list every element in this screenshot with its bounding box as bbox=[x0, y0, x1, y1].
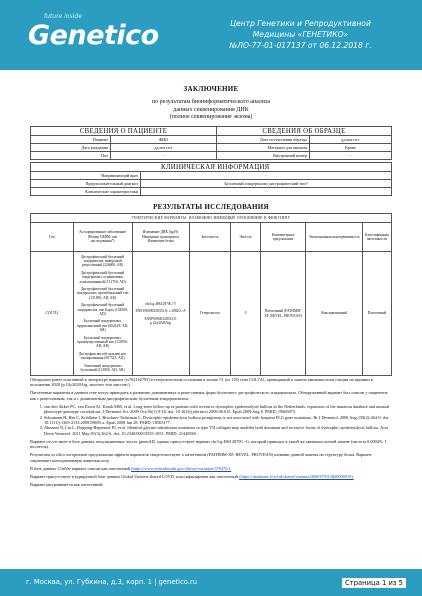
page-number: Страница 1 из 5 bbox=[342, 578, 406, 588]
patient-name-label: Пациент bbox=[31, 136, 111, 144]
patient-heading: СВЕДЕНИЯ О ПАЦИЕНТЕ bbox=[31, 127, 217, 136]
center-name-line2: Медицины «ГЕНЕТИКО» bbox=[252, 30, 349, 39]
subtitle-line2: данных секвенирования ДНК bbox=[173, 106, 249, 113]
col-conservation: Эволюционная консервативность bbox=[306, 223, 363, 252]
col-gene: Ген bbox=[31, 223, 74, 252]
sample-material-label: Материал для анализа bbox=[217, 144, 310, 152]
sample-date-label: Дата поступления образца bbox=[217, 136, 310, 144]
disease-item: Буллезный эпидермолиз, пруригинозный тип (604129; AD; AR) bbox=[76, 319, 129, 333]
prediction-cell: Патогенный (FATHMM-XF, REVEL, PROVEAN) bbox=[260, 252, 305, 376]
reference-item: 3. Almaani N, Liu L, Dopping-Hepenstal PJ, et al. Identical glycine substitution mutations in type VII collagen may underlie both dominant and recessive forms of dystrophic epidermolysis bullosa. Acta Derm Venereol. 2011 May;91(3):262-6. doi: 10.2340/00015555-1053. PMID: 21448560. bbox=[44, 425, 392, 436]
page-header bbox=[0, 0, 422, 70]
patient-sex-value: - bbox=[111, 152, 217, 160]
sample-id-value: - bbox=[310, 152, 392, 160]
reference-list bbox=[30, 404, 392, 436]
insilico-paragraph: Результаты in silico алгоритмов предсказания эффекта вариантов свидетельствуют о патогенном (FATHMM-XF, REVEL, PROVEAN) влиянии данной замены на структуру белка. Вариант затрагивает консервативную аминокислоту. bbox=[30, 452, 372, 463]
patient-sex-label: Пол bbox=[31, 152, 111, 160]
license-number: №ЛО-77-01-017137 от 06.12.2018 г. bbox=[229, 41, 372, 50]
disease-item: Дистрофический буллезный эпидермолиз, тип Барта (132000; AD) bbox=[77, 303, 128, 316]
clinical-heading: КЛИНИЧЕСКАЯ ИНФОРМАЦИЯ bbox=[31, 163, 392, 172]
reference-item: 1. van den Akker PC, van Essen AJ, Kraak MM, et al. Long-term follow-up of patients with recessive dystrophic epidermolysis bullosa in the Netherlands: expansion of the mutation database and unusual phenotype-genotype correlations. J Dermatol Sci. 2009 Oct;56(1):9-18. doi: 10.1016/j.jdermsci.2009.06.015. Epub 2009 Aug 8. PMID: 19665875. bbox=[44, 404, 392, 415]
col-disease: Ассоциированное заболевание (Номер OMIM, тип наследования*) bbox=[73, 223, 132, 252]
zygosity-cell: Гетерозигота bbox=[189, 252, 230, 376]
lovd-paragraph bbox=[30, 474, 392, 479]
col-classification: Классификация патогенности bbox=[363, 223, 392, 252]
disease-cell bbox=[73, 252, 132, 376]
table-row bbox=[31, 252, 392, 376]
logo-tagline: future inside bbox=[44, 13, 82, 20]
protein-change: ENSP00000328333.8: p.Gly2028Arg bbox=[144, 316, 177, 325]
patient-dob-value: дд.мм.гггг bbox=[111, 144, 217, 152]
patient-name-value: ФИО bbox=[111, 136, 217, 144]
clinical-features-label: Клинические характеристики bbox=[31, 188, 141, 196]
variants-heading: ГЕНЕТИЧЕСКИЕ ВАРИАНТЫ, ВОЗМОЖНО ИМЕЮЩИЕ ОТНОШЕНИЕ К ФЕНОТИПУ bbox=[31, 214, 392, 223]
center-name-line1: Центр Генетики и Репродуктивной bbox=[230, 19, 371, 28]
doctor-value: - bbox=[141, 172, 392, 180]
subtitle-line1: по результатам биоинформатического анализа bbox=[151, 99, 271, 105]
sample-id-label: Внутренний номер bbox=[217, 152, 310, 160]
diagnosis-value: Буллезный эпидермолиз дистрофический тип? bbox=[141, 180, 392, 188]
lovd-link[interactable]: (https://databases.lovd.nl/shared/variants/0000379512#00000019). bbox=[239, 473, 354, 479]
dna-change-cell bbox=[132, 252, 189, 376]
gene-cell: COL7A1 bbox=[31, 252, 74, 376]
disease-item: Буллезный эпидермолиз, преимущественный тип (131850; AD; AR) bbox=[77, 335, 128, 349]
transcript-change: ENST00000328333.8: c.3082G>A bbox=[135, 309, 186, 314]
disease-item: Дистрофический буллезный эпидермолиз, ограниченно локализованный (131750; AD) bbox=[79, 270, 126, 284]
document-subtitle bbox=[0, 99, 422, 122]
disease-item: Дистрофический буллезный эпидермолиз, инверсный рецессивный (226600; AR) bbox=[80, 254, 125, 268]
conclusion-paragraph: Вариант расценивается как патогенный. bbox=[30, 481, 104, 487]
clinvar-text: В базе данных ClinVar вариант описан как патогенный bbox=[30, 465, 130, 471]
clinvar-link[interactable]: (https://www.ncbi.nlm.nih.gov/clinvar/variation/379476/). bbox=[131, 465, 232, 471]
sample-material-value: Кровь bbox=[310, 144, 392, 152]
classification-cell: Патогенный bbox=[363, 252, 392, 376]
frequency-cell: 0 bbox=[231, 252, 261, 376]
results-title: РЕЗУЛЬТАТЫ ИССЛЕДОВАНИЯ bbox=[153, 203, 269, 211]
sample-date-value: дд.мм.гггг bbox=[310, 136, 392, 144]
finding-paragraph: Обнаружен ранее описанный в литературе вариант (rs762162793) в гетерозиготном состоянии в экзоне 51 (из 118) гена COL7A1, приводящий к замене аминокислоты глицин на аргинин в положении 2028 (p.Gly2028Arg, миссенс тип миссенс). bbox=[30, 377, 373, 388]
genetico-logo: Genetico bbox=[28, 20, 159, 51]
diagnosis-label: Предположительный диагноз bbox=[31, 180, 141, 188]
disease-item: Дистрофический буллезный эпидермолиз, претибиальный тип (131850; AD; AR) bbox=[76, 286, 129, 300]
conservation-cell: Консервативный bbox=[306, 252, 363, 376]
document-title: ЗАКЛЮЧЕНИЕ bbox=[183, 85, 239, 93]
literature-paragraph: Патогенные варианты в данном гене могут приводить к развитию доминантных и рецессивных форм буллезного дистрофического эпидермолиза. Обнаруженный вариант был описан у пациентов как с рецессивным, так и с доминантным дистрофическим буллезным эпидермолизом: bbox=[30, 390, 388, 401]
dna-change: chr3:g.48612870C>T bbox=[145, 301, 177, 306]
lovd-text: Вариант присутствует в курируемой базе данных Global Variome shared LOVD, классифицирован как патогенный bbox=[30, 473, 239, 479]
col-frequency: Частота bbox=[231, 223, 261, 252]
footer-address: г. Москва, ул. Губкина, д.3, корп. 1 | genetico.ru bbox=[26, 578, 198, 586]
clinical-table bbox=[30, 162, 392, 196]
disease-item: Дистрофия ногтей пальцев ног, изолированная (607523; AD) bbox=[78, 351, 127, 361]
clinvar-paragraph bbox=[30, 466, 392, 471]
disease-item: Эпигенный эпидермолиз буллезный (131800; AD; AR) bbox=[80, 363, 125, 373]
subtitle-line3: (полное секвенирование экзома) bbox=[169, 114, 253, 120]
sample-heading: СВЕДЕНИЯ ОБ ОБРАЗЦЕ bbox=[217, 127, 392, 136]
doctor-label: Направляющий врач bbox=[31, 172, 141, 180]
col-prediction: Компьютерное предсказание bbox=[260, 223, 305, 252]
page-footer bbox=[0, 569, 422, 596]
clinical-features-value: - bbox=[141, 188, 392, 196]
report-body bbox=[30, 377, 392, 490]
patient-dob-label: Дата рождения bbox=[31, 144, 111, 152]
gnomad-paragraph: Вариант отсутствует в базе данных популяционных частот gnomAD, однако присутствует вариант chr3:g.48612870C>G, который приводит к такой же аминокислотной замене (частота 0,0004%, 1 носитель). bbox=[30, 438, 387, 450]
patient-sample-table bbox=[30, 126, 392, 160]
center-info bbox=[193, 18, 408, 51]
reference-item: 2. Schumann H, Has C, Kohlhase J, Bruckner-Tuderman L. Dystrophic epidermolysis bullosa pruriginosa is not associated with frequent FLG gene mutations. Br J Dermatol. 2008 Aug;159(2):464-9. doi: 10.1111/j.1365-2133.2008.08695.x. Epub 2008 Jun 28. PMID: 18565177. bbox=[44, 415, 392, 426]
variants-table bbox=[30, 213, 392, 376]
col-zygosity: Зиготность bbox=[189, 223, 230, 252]
col-dna-change: Изменение ДНК (hg19) Изменение транскрипта Изменение белка bbox=[132, 223, 189, 252]
